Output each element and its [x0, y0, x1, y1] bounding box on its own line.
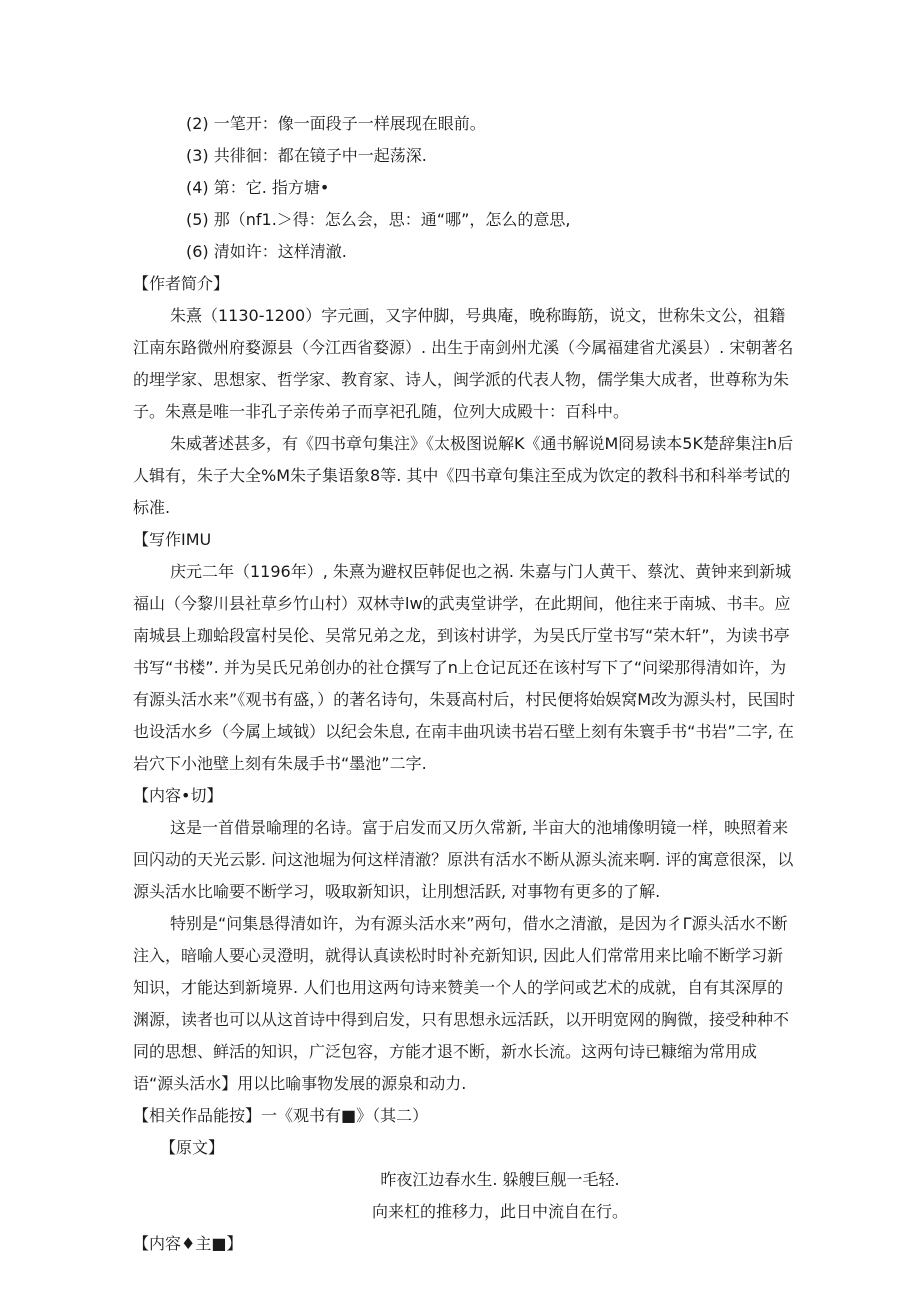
- poem-line-2: 向来杠的推移力，此日中流自在行。: [371, 1202, 628, 1221]
- note-5: (5) 那（nf1.＞得：怎么会，思：通“哪”，怎么的意思,: [186, 210, 571, 229]
- note-6: (6) 清如许：这样清澈.: [186, 242, 347, 261]
- note-3: (3) 共徘徊：都在镜子中一起荡深.: [186, 146, 427, 165]
- writing-paragraph: 庆元二年（1196年）, 朱熹为避权臣韩促也之祸. 朱嘉与门人黄干、蔡沈、黄钟来到新城福山（今黎川县社草乡竹山村）双林寺lw的武夷堂讲学，在此期间，他往来于南城、书丰。应南城县上珈蛤段富村吴伦、吴常兄弟之龙，到该村讲学，为吴氏厅堂书写“荣木轩”，为读书亭书写“书楼”. 并为吴氏兄弟创办的社仓撰写了n上仓记瓦还在该村写下了“问梁那得清如许，为有源头活水来”《观书有盛，）的著名诗句，朱聂高村后，村民便将始娱窝M改为源头村，民国时也设活水乡（今属上域钺）以纪会朱息, 在南丰曲巩读书岩石壁上刻有朱寰手书“书岩”二字, 在岩穴下小池壁上刻有朱晟手书“墨池”二字.: [133, 562, 796, 773]
- original-text-heading: 【原文】: [160, 1138, 225, 1157]
- related-works-heading: 【相关作品能按】一《观书有■》（其二）: [133, 1106, 429, 1125]
- document-page: [133, 108, 797, 1260]
- author-paragraph-2: 朱威著述甚多，有《四书章句集注》《太极图说解K《通书解说M冏易读本5K楚辞集注h后人辑有，朱子大全%M朱子集语象8等. 其中《四书章句集注至成为饮定的教科书和科举考试的标准.: [133, 434, 794, 517]
- author-paragraph-1: 朱熹（1130-1200）字元画，又字仲脚，号典庵，晚称晦筋，说文，世称朱文公，祖籍江南东路微州府婺源县（今江西省婺源）. 出生于南剑州尤溪（今属福建省尤溪县）. 宋朝著名的埋学家、思想家、哲学家、教育家、诗人，闽学派的代表人物，儒学集大成者，世尊称为朱子。朱熹是唯一非孔子亲传弟子而享祀孔随，位列大成殿十：百科中。: [133, 306, 794, 421]
- content-paragraph-1: 这是一首借景喻理的名诗。富于启发而又历久常新, 半亩大的池埔像明镜一样，映照着来回闪动的天光云影. 问这池堀为何这样清澈？原洪有活水不断从源头流来啊. 评的寓意很深，以源头活水比喻要不断学习，吸取新知识，让刖想活跃, 对事物有更多的了解.: [133, 818, 794, 901]
- note-4: (4) 第：它. 指方塘•: [186, 178, 330, 197]
- author-heading: 【作者简介】: [133, 274, 230, 293]
- content-summary-heading: 【内容♦主■】: [133, 1234, 243, 1253]
- content-paragraph-2: 特别是“问集恳得清如许，为有源头活水来”两句，借水之清澈，是因为彳Γ源头活水不断注入，暗喻人要心灵澄明，就得认真读松时时补充新知识, 因此人们常常用来比喻不断学习新知识，才能达到新境界. 人们也用这两句诗来赞美一个人的学问或艺术的成就，自有其深厚的渊源，读者也可以从这首诗中得到启发，只有思想永远活跃，以开明宽网的胸微，接受种种不同的思想、鲜活的知识，广泛包容，方能才退不断，新水长流。这两句诗已糠缩为常用成语“源头活水】用以比喻事物发展的源泉和动力.: [133, 914, 790, 1093]
- poem-line-1: 昨夜江边春水生. 躲艘巨舰一毛轻.: [380, 1170, 620, 1189]
- writing-heading: 【写作IMU: [133, 530, 212, 549]
- content-heading: 【内容•切】: [133, 786, 223, 805]
- note-2: (2) 一笔开：像一面段子一样展现在眼前。: [186, 114, 486, 133]
